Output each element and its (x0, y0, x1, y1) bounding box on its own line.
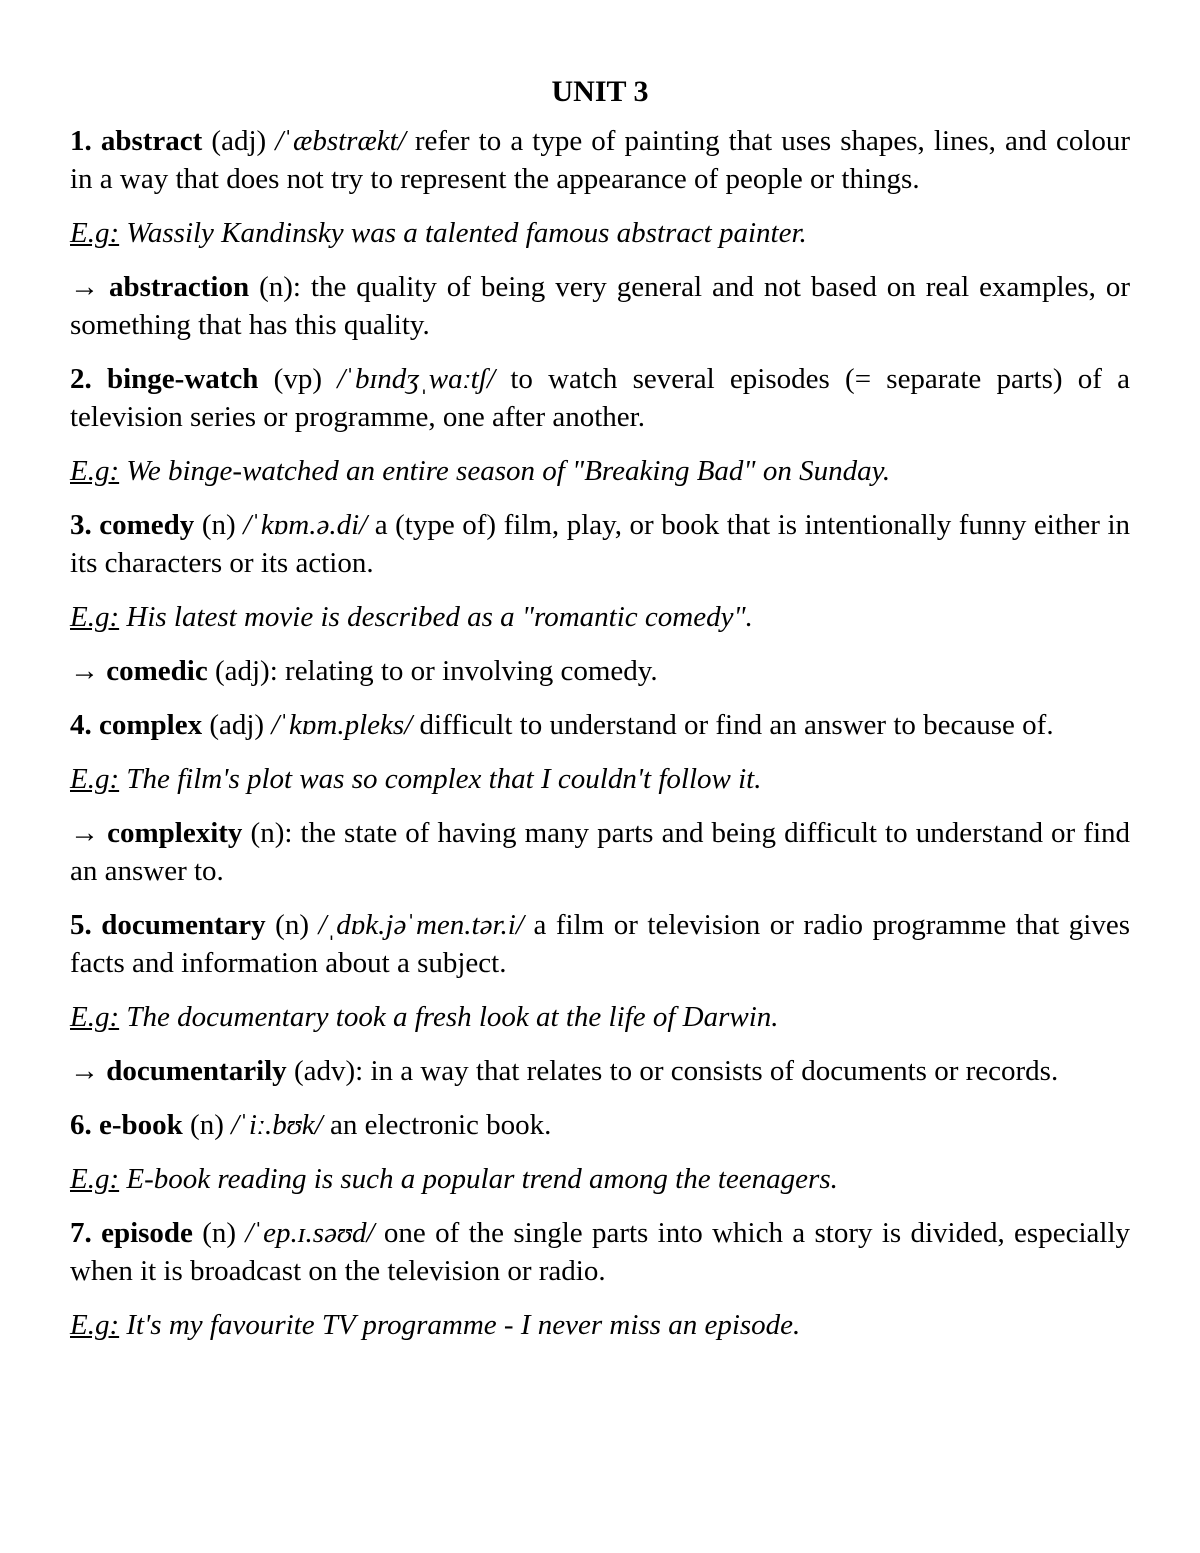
arrow-icon: → (70, 1055, 99, 1087)
entry-abstract (70, 122, 1130, 198)
entry-definition: to watch several episodes (= separate parts) of a television series or programme, one after another. (70, 363, 1131, 433)
entry-definition: one of the single parts into which a story is divided, especially when it is broadcast on the television or radio. (70, 1217, 1130, 1287)
derived-entry (70, 814, 1130, 890)
entry-number: 3. (70, 509, 92, 541)
entry-episode (70, 1214, 1130, 1290)
entry-example (70, 998, 1130, 1036)
entry-number: 2. (70, 363, 92, 395)
entry-e-book (70, 1106, 1130, 1144)
derived-word: documentarily (106, 1055, 287, 1087)
derived-pos: (adv): (293, 1055, 364, 1087)
entry-pos: (adj) (211, 125, 267, 157)
eg-label: E.g: (70, 1309, 120, 1341)
arrow-icon: → (70, 655, 99, 687)
entry-ipa: /ˈep.ɪ.səʊd/ (245, 1217, 375, 1249)
entry-ipa: /ˈæbstrækt/ (275, 125, 406, 157)
entry-ipa: /ˈkɒm.ə.di/ (243, 509, 368, 541)
entry-word: binge-watch (106, 363, 259, 395)
entry-number: 4. (70, 709, 92, 741)
entry-ipa: /ˈbɪndʒˌwɑːtʃ/ (337, 363, 496, 395)
example-text: We binge-watched an entire season of "Breaking Bad" on Sunday. (126, 455, 891, 487)
entry-complex (70, 706, 1130, 744)
entry-pos: (n) (275, 909, 309, 941)
entry-definition: difficult to understand or find an answer to because of. (419, 709, 1054, 741)
entry-example (70, 760, 1130, 798)
entry-definition: refer to a type of painting that uses shapes, lines, and colour in a way that does not try to represent the appearance of people or things. (70, 125, 1131, 195)
entry-example (70, 1306, 1130, 1344)
arrow-icon: → (70, 817, 99, 849)
entry-ipa: /ˈiː.bʊk/ (231, 1109, 323, 1141)
derived-entry (70, 1052, 1130, 1090)
derived-pos: (adj): (214, 655, 278, 687)
eg-label: E.g: (70, 601, 120, 633)
entry-comedy (70, 506, 1130, 582)
entry-example (70, 1160, 1130, 1198)
example-text: The film's plot was so complex that I couldn't follow it. (126, 763, 762, 795)
entry-word: episode (101, 1217, 193, 1249)
entry-binge-watch (70, 360, 1130, 436)
derived-entry (70, 652, 1130, 690)
entry-word: complex (99, 709, 203, 741)
eg-label: E.g: (70, 763, 120, 795)
derived-definition: in a way that relates to or consists of documents or records. (370, 1055, 1059, 1087)
derived-entry (70, 268, 1130, 344)
derived-pos: (n): (259, 271, 301, 303)
entry-word: documentary (101, 909, 266, 941)
entry-example (70, 452, 1130, 490)
entry-pos: (n) (190, 1109, 224, 1141)
entry-example (70, 214, 1130, 252)
derived-definition: relating to or involving comedy. (285, 655, 658, 687)
derived-definition: the quality of being very general and not based on real examples, or something that has this quality. (70, 271, 1131, 341)
entry-documentary (70, 906, 1130, 982)
entry-definition: an electronic book. (329, 1109, 552, 1141)
example-text: His latest movie is described as a "romantic comedy". (126, 601, 753, 633)
derived-word: abstraction (108, 271, 250, 303)
example-text: The documentary took a fresh look at the life of Darwin. (126, 1001, 779, 1033)
example-text: Wassily Kandinsky was a talented famous abstract painter. (126, 217, 807, 249)
page-title: UNIT 3 (551, 75, 649, 108)
entry-pos: (vp) (273, 363, 322, 395)
example-text: E-book reading is such a popular trend among the teenagers. (126, 1163, 838, 1195)
entry-definition: a (type of) film, play, or book that is intentionally funny either in its characters or its action. (70, 509, 1131, 579)
eg-label: E.g: (70, 455, 120, 487)
derived-word: comedic (106, 655, 208, 687)
eg-label: E.g: (70, 217, 120, 249)
entry-word: abstract (100, 125, 203, 157)
entry-number: 1. (70, 125, 92, 157)
entry-number: 7. (70, 1217, 92, 1249)
example-text: It's my favourite TV programme - I never miss an episode. (126, 1309, 801, 1341)
derived-word: complexity (107, 817, 243, 849)
arrow-icon: → (70, 271, 99, 303)
eg-label: E.g: (70, 1001, 120, 1033)
entry-example (70, 598, 1130, 636)
eg-label: E.g: (70, 1163, 120, 1195)
entry-number: 5. (70, 909, 92, 941)
entry-ipa: /ˈkɒm.pleks/ (271, 709, 413, 741)
entry-number: 6. (70, 1109, 92, 1141)
derived-definition: the state of having many parts and being difficult to understand or find an answer to. (70, 817, 1131, 887)
derived-pos: (n): (250, 817, 293, 849)
entry-word: e-book (99, 1109, 183, 1141)
entry-pos: (adj) (209, 709, 265, 741)
entry-pos: (n) (201, 509, 236, 541)
entry-ipa: /ˌdɒk.jəˈmen.tər.i/ (318, 909, 524, 941)
entry-pos: (n) (202, 1217, 237, 1249)
entry-word: comedy (99, 509, 195, 541)
entry-definition: a film or television or radio programme that gives facts and information about a subject. (70, 909, 1131, 979)
document-page (70, 70, 1130, 1360)
